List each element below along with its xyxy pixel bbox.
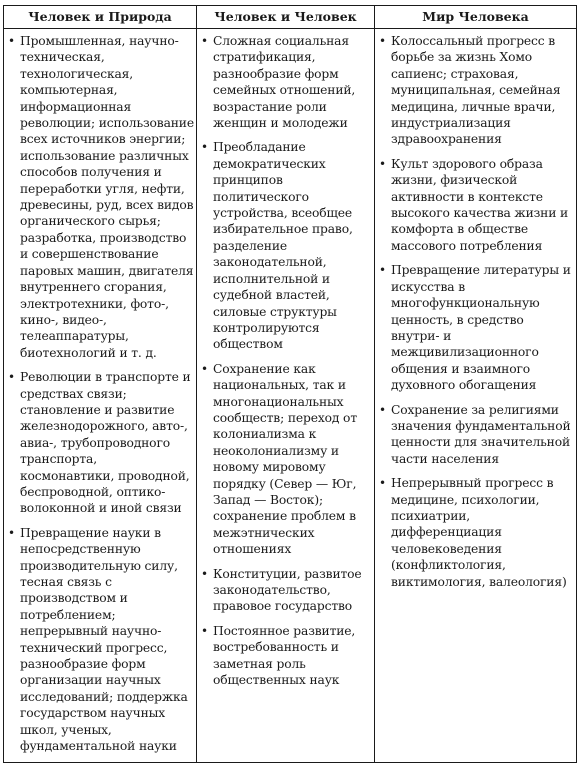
comparison-table (3, 5, 577, 763)
bullet-icon: • (379, 156, 386, 171)
column-header-society: Человек и Человек (197, 6, 375, 29)
list-item-text: Промышленная, научно-техническая, технологическая, компьютерная, информационная революции; использование всех источников энергии; использование различных способов получения и переработки угля, нефти, древесины, руд, всех видов органического сырья; разработка, производство и совершенствование паровых машин, двигателя внутреннего сгорания, электротехники, фото-, кино-, видео-, телеаппаратуры, биотехнологий и т. д. (20, 34, 194, 360)
list-item-text: Сохранение как национальных, так и многонациональных сообществ; переход от колониализма к неоколониализму и новому мировому порядку (Север — Юг, Запад — Восток); сохранение проблем в межэтнических отношениях (213, 361, 357, 557)
bullet-icon: • (201, 140, 208, 155)
bullet-icon: • (379, 476, 386, 491)
column-nature (4, 29, 197, 763)
header-row (4, 6, 577, 29)
list-item-text: Преобладание демократических принципов политического устройства, всеобщее избирательное право, разделение законодательной, исполнительной и судебной властей, силовые структуры контролируются обществом (213, 140, 353, 352)
list-item (379, 156, 574, 254)
list-item (379, 33, 574, 148)
bullet-icon: • (379, 34, 386, 48)
bullet-icon: • (379, 263, 386, 278)
bullet-icon: • (201, 34, 208, 48)
list-item (201, 33, 372, 131)
list-item-text: Превращение науки в непосредственную производительную силу, тесная связь с производством и потреблением; непрерывный научно-технический прогресс, разнообразие форм организации научных исследований; поддержка государством научных школ, ученых, фундаментальной науки (20, 525, 188, 754)
bullet-icon: • (201, 361, 208, 376)
list-item (8, 33, 194, 361)
list-item-text: Культ здорового образа жизни, физической активности в контексте высокого качества жизни и комфорта в обществе массового потребления (391, 156, 569, 253)
column-society (197, 29, 375, 763)
column-header-nature: Человек и Природа (4, 6, 197, 29)
list-item-text: Непрерывный прогресс в медицине, психологии, психиатрии, дифференциация человековедения (конфликтология, виктимология, валеология) (391, 476, 567, 589)
bullet-icon: • (379, 402, 386, 417)
list-item-text: Сложная социальная стратификация, разнообразие форм семейных отношений, возрастание роли женщин и молодежи (213, 34, 356, 131)
list-item (201, 566, 372, 615)
nature-list (8, 33, 194, 754)
bullet-icon: • (8, 525, 15, 540)
society-list (201, 33, 372, 688)
list-item (201, 139, 372, 352)
list-item-text: Превращение литературы и искусства в многофункциональную ценность, в средство внутри- и межцивилизационного общения и взаимного духовного обогащения (391, 263, 571, 393)
bullet-icon: • (8, 34, 15, 48)
body-row (4, 29, 577, 763)
list-item-text: Революции в транспорте и средствах связи; становление и развитие железнодорожного, авто-, авиа-, трубопроводного транспорта, космонавтики, проводной, беспроводной, оптико-волоконной и иной связи (20, 370, 191, 516)
column-human-world (375, 29, 577, 763)
list-item (379, 262, 574, 393)
list-item-text: Колоссальный прогресс в борьбе за жизнь Хомо сапиенс; страховая, муниципальная, семейная медицина, личные врачи, индустриализация здравоохранения (391, 34, 561, 147)
list-item (201, 623, 372, 689)
bullet-icon: • (201, 566, 208, 581)
list-item (201, 361, 372, 558)
list-item (379, 402, 574, 468)
bullet-icon: • (8, 370, 15, 385)
list-item-text: Конституции, развитое законодательство, правовое государство (213, 566, 362, 614)
list-item-text: Постоянное развитие, востребованность и заметная роль общественных наук (213, 623, 356, 688)
column-header-human-world: Мир Человека (375, 6, 577, 29)
list-item-text: Сохранение за религиями значения фундаментальной ценности для значительной части населения (391, 402, 571, 466)
list-item (379, 475, 574, 590)
human-world-list (379, 33, 574, 590)
bullet-icon: • (201, 623, 208, 638)
list-item (8, 369, 194, 517)
list-item (8, 525, 194, 755)
